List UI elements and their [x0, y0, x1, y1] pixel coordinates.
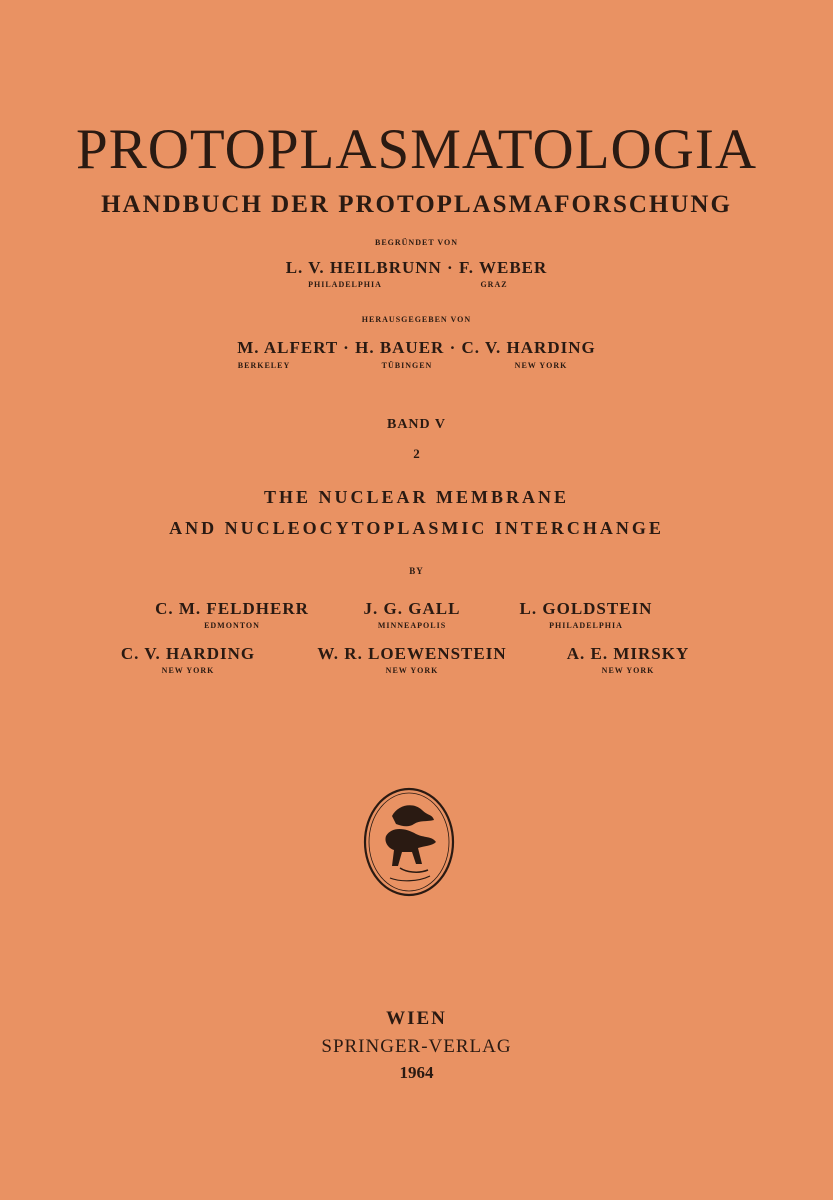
author [567, 644, 690, 676]
series-title: PROTOPLASMATOLOGIA [76, 118, 757, 181]
author [121, 644, 255, 676]
editors: M. ALFERT · H. BAUER · C. V. HARDING [237, 338, 596, 357]
author-name: W. R. LOEWENSTEIN [317, 644, 507, 663]
founders: L. V. HEILBRUNN · F. WEBER [285, 258, 548, 277]
author-name: L. GOLDSTEIN [519, 599, 653, 618]
author-place: MINNEAPOLIS [377, 621, 447, 630]
editor-place-1: BERKELEY [237, 361, 291, 370]
book-title-line-1: THE NUCLEAR MEMBRANE [263, 487, 569, 507]
editor-place-3: NEW YORK [514, 361, 568, 370]
series-subtitle: HANDBUCH DER PROTOPLASMAFORSCHUNG [101, 191, 732, 218]
author-place: PHILADELPHIA [549, 621, 623, 630]
author [317, 644, 506, 676]
publication-place: WIEN [386, 1008, 447, 1029]
band-number: BAND V [386, 417, 447, 432]
author-name: J. G. GALL [363, 599, 461, 618]
founded-label: BEGRÜNDET VON [374, 238, 458, 247]
springer-knight-emblem-icon [362, 786, 456, 898]
author-name: A. E. MIRSKY [566, 644, 690, 663]
author [364, 599, 461, 631]
part-number: 2 [413, 446, 420, 461]
author [155, 599, 309, 631]
editors-label: HERAUSGEGEBEN VON [361, 315, 472, 324]
author-place: EDMONTON [204, 621, 260, 630]
author-place: NEW YORK [161, 666, 215, 675]
author-name: C. M. FELDHERR [155, 599, 309, 618]
author-name: C. V. HARDING [120, 644, 256, 663]
by-label: BY [409, 566, 424, 576]
author-place: NEW YORK [601, 666, 655, 675]
book-title-line-2: AND NUCLEOCYTOPLASMIC INTERCHANGE [169, 518, 664, 538]
editor-place-2: TÜBINGEN [381, 361, 433, 370]
author [520, 599, 653, 631]
publication-year: 1964 [399, 1063, 434, 1082]
founder-place-1: PHILADELPHIA [308, 280, 382, 289]
author-place: NEW YORK [385, 666, 439, 675]
founder-place-2: GRAZ [480, 280, 508, 289]
publisher: SPRINGER-VERLAG [321, 1036, 512, 1057]
